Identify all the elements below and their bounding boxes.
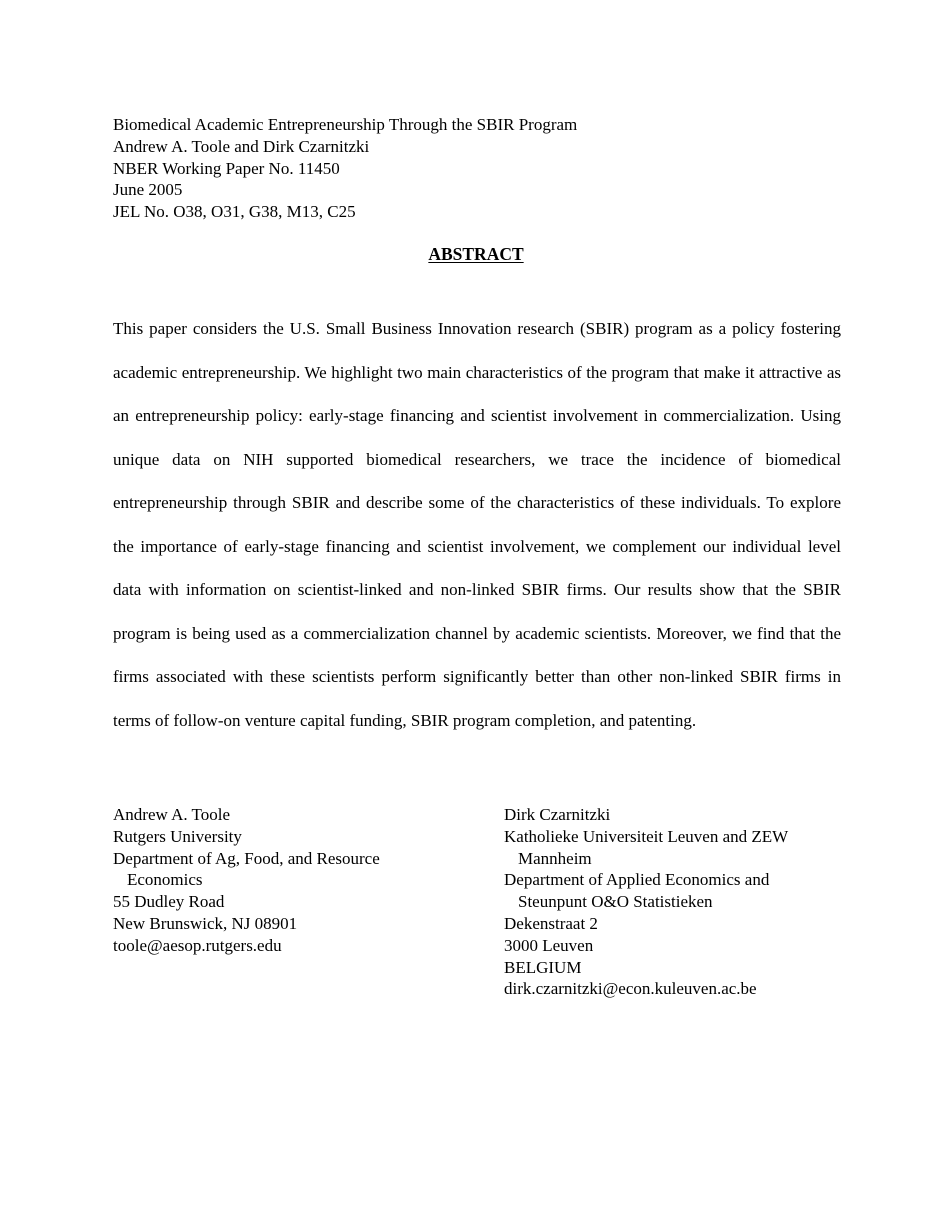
paper-header (113, 114, 853, 223)
author-city: New Brunswick, NJ 08901 (113, 913, 298, 933)
abstract-heading-text: ABSTRACT (428, 244, 524, 264)
author-country: BELGIUM (504, 957, 582, 977)
paper-number: NBER Working Paper No. 11450 (113, 158, 340, 178)
author-institution: Katholieke Universiteit Leuven and ZEW (504, 826, 789, 846)
author-department: Department of Ag, Food, and Resource (113, 848, 380, 868)
abstract-text: This paper considers the U.S. Small Business Innovation research (SBIR) program as a policy fostering academic entrepreneurship. We highlight two main characteristics of the program that make it attractive as an entrepreneurship policy: early-stage financing and scientist involvement in commercialization. Using unique data on NIH supported biomedical researchers, we trace the incidence of biomedical entrepreneurship through SBIR and describe some of the characteristics of these individuals. To explore the importance of early-stage financing and scientist involvement, we complement our individual level data with information on scientist-linked and non-linked SBIR firms. Our results show that the SBIR program is being used as a commercialization channel by academic scientists. Moreover, we find that the firms associated with these scientists perform significantly better than other non-linked SBIR firms in terms of follow-on venture capital funding, SBIR program completion, and patenting. (113, 319, 841, 730)
author-department-cont: Economics (127, 870, 203, 890)
author-name: Andrew A. Toole (113, 805, 231, 824)
author-email: dirk.czarnitzki@econ.kuleuven.ac.be (504, 979, 757, 999)
author-address-czarnitzki (504, 804, 884, 1000)
author-name: Dirk Czarnitzki (504, 805, 611, 824)
author-street: 55 Dudley Road (113, 892, 225, 912)
author-email: toole@aesop.rutgers.edu (113, 935, 282, 955)
author-institution: Rutgers University (113, 826, 242, 846)
author-address-toole (113, 804, 473, 957)
author-city: 3000 Leuven (504, 935, 594, 955)
author-street: Dekenstraat 2 (504, 913, 598, 933)
author-department-cont: Steunpunt O&O Statistieken (518, 892, 713, 912)
paper-date: June 2005 (113, 180, 183, 200)
paper-authors: Andrew A. Toole and Dirk Czarnitzki (113, 136, 370, 156)
paper-title: Biomedical Academic Entrepreneurship Through the SBIR Program (113, 115, 578, 134)
jel-codes: JEL No. O38, O31, G38, M13, C25 (113, 202, 356, 222)
author-department: Department of Applied Economics and (504, 870, 770, 890)
abstract-heading (0, 243, 952, 265)
author-institution-cont: Mannheim (518, 848, 592, 868)
